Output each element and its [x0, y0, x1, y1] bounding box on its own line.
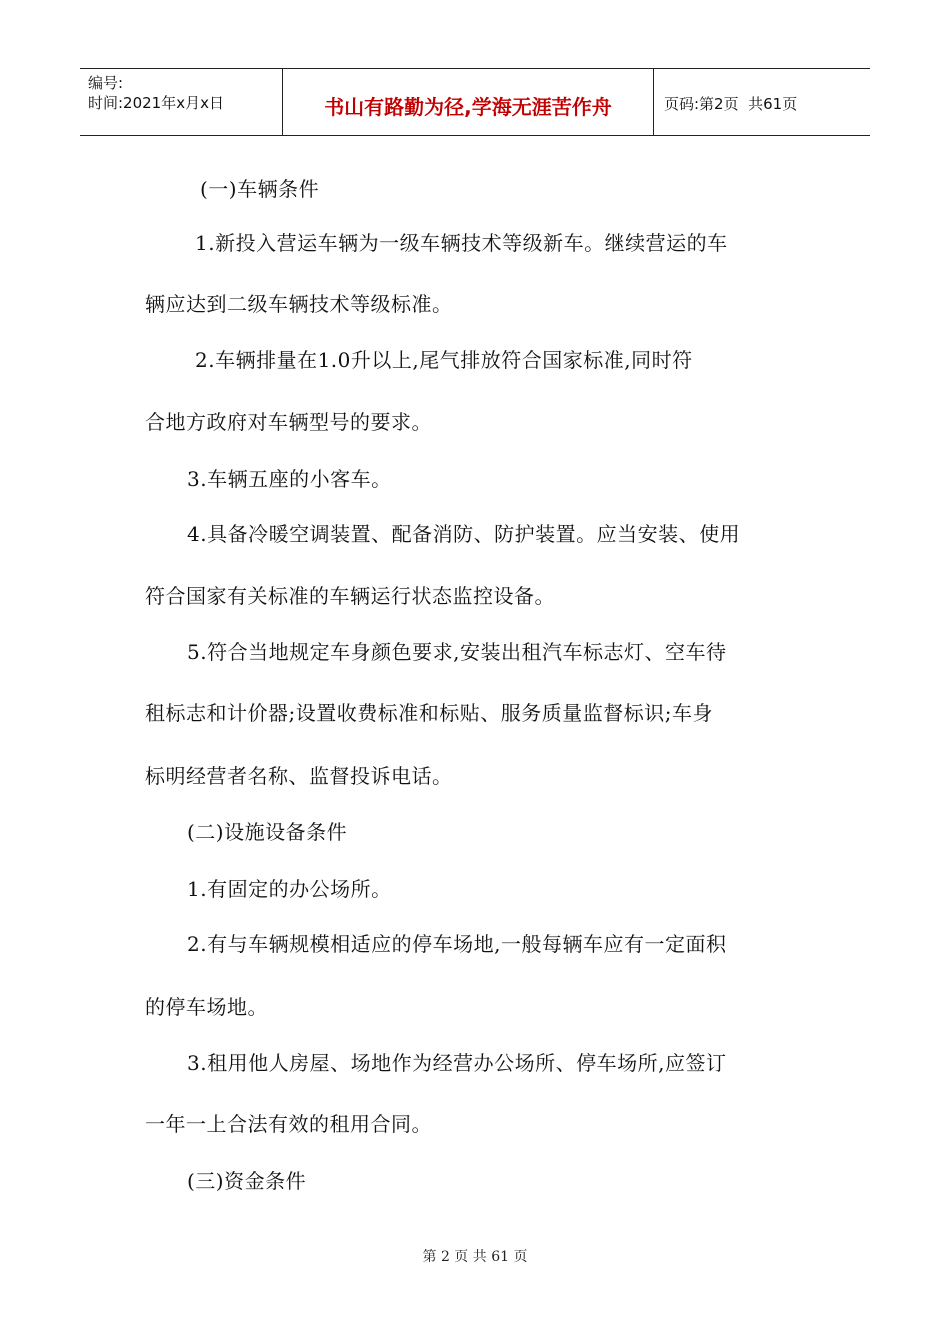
section-heading-vehicle: (一)车辆条件: [200, 177, 320, 201]
paragraph-line: 5.符合当地规定车身颜色要求,安装出租汽车标志灯、空车待: [187, 640, 727, 664]
document-time-label: 时间:2021年x月x日: [88, 94, 224, 112]
header-motto: 书山有路勤为径,学海无涯苦作舟: [282, 69, 654, 135]
paragraph-line: 的停车场地。: [145, 995, 268, 1019]
paragraph-line: 4.具备冷暖空调装置、配备消防、防护装置。应当安装、使用: [187, 522, 741, 546]
paragraph-line: 3.车辆五座的小客车。: [187, 467, 392, 491]
paragraph-line: 一年一上合法有效的租用合同。: [145, 1112, 432, 1136]
paragraph-line: 合地方政府对车辆型号的要求。: [145, 410, 432, 434]
paragraph-line: 2.有与车辆规模相适应的停车场地,一般每辆车应有一定面积: [187, 932, 727, 956]
paragraph-line: 2.车辆排量在1.0升以上,尾气排放符合国家标准,同时符: [195, 348, 693, 372]
section-heading-facilities: (二)设施设备条件: [187, 820, 348, 844]
paragraph-line: 符合国家有关标准的车辆运行状态监控设备。: [145, 584, 555, 608]
paragraph-line: 1.新投入营运车辆为一级车辆技术等级新车。继续营运的车: [195, 231, 728, 255]
section-heading-funds: (三)资金条件: [187, 1169, 307, 1193]
page-footer: 第 2 页 共 61 页: [422, 1249, 528, 1265]
paragraph-line: 3.租用他人房屋、场地作为经营办公场所、停车场所,应签订: [187, 1051, 727, 1075]
header-meta: [80, 69, 282, 135]
paragraph-line: 租标志和计价器;设置收费标准和标贴、服务质量监督标识;车身: [145, 701, 713, 725]
paragraph-line: 辆应达到二级车辆技术等级标准。: [145, 292, 453, 316]
document-number-label: 编号:: [88, 74, 124, 92]
paragraph-line: 1.有固定的办公场所。: [187, 877, 392, 901]
header-page-info: [654, 69, 870, 135]
page-info-text: 页码:第2页 共61页: [664, 94, 798, 113]
paragraph-line: 标明经营者名称、监督投诉电话。: [145, 764, 453, 788]
page-header: [80, 68, 870, 136]
